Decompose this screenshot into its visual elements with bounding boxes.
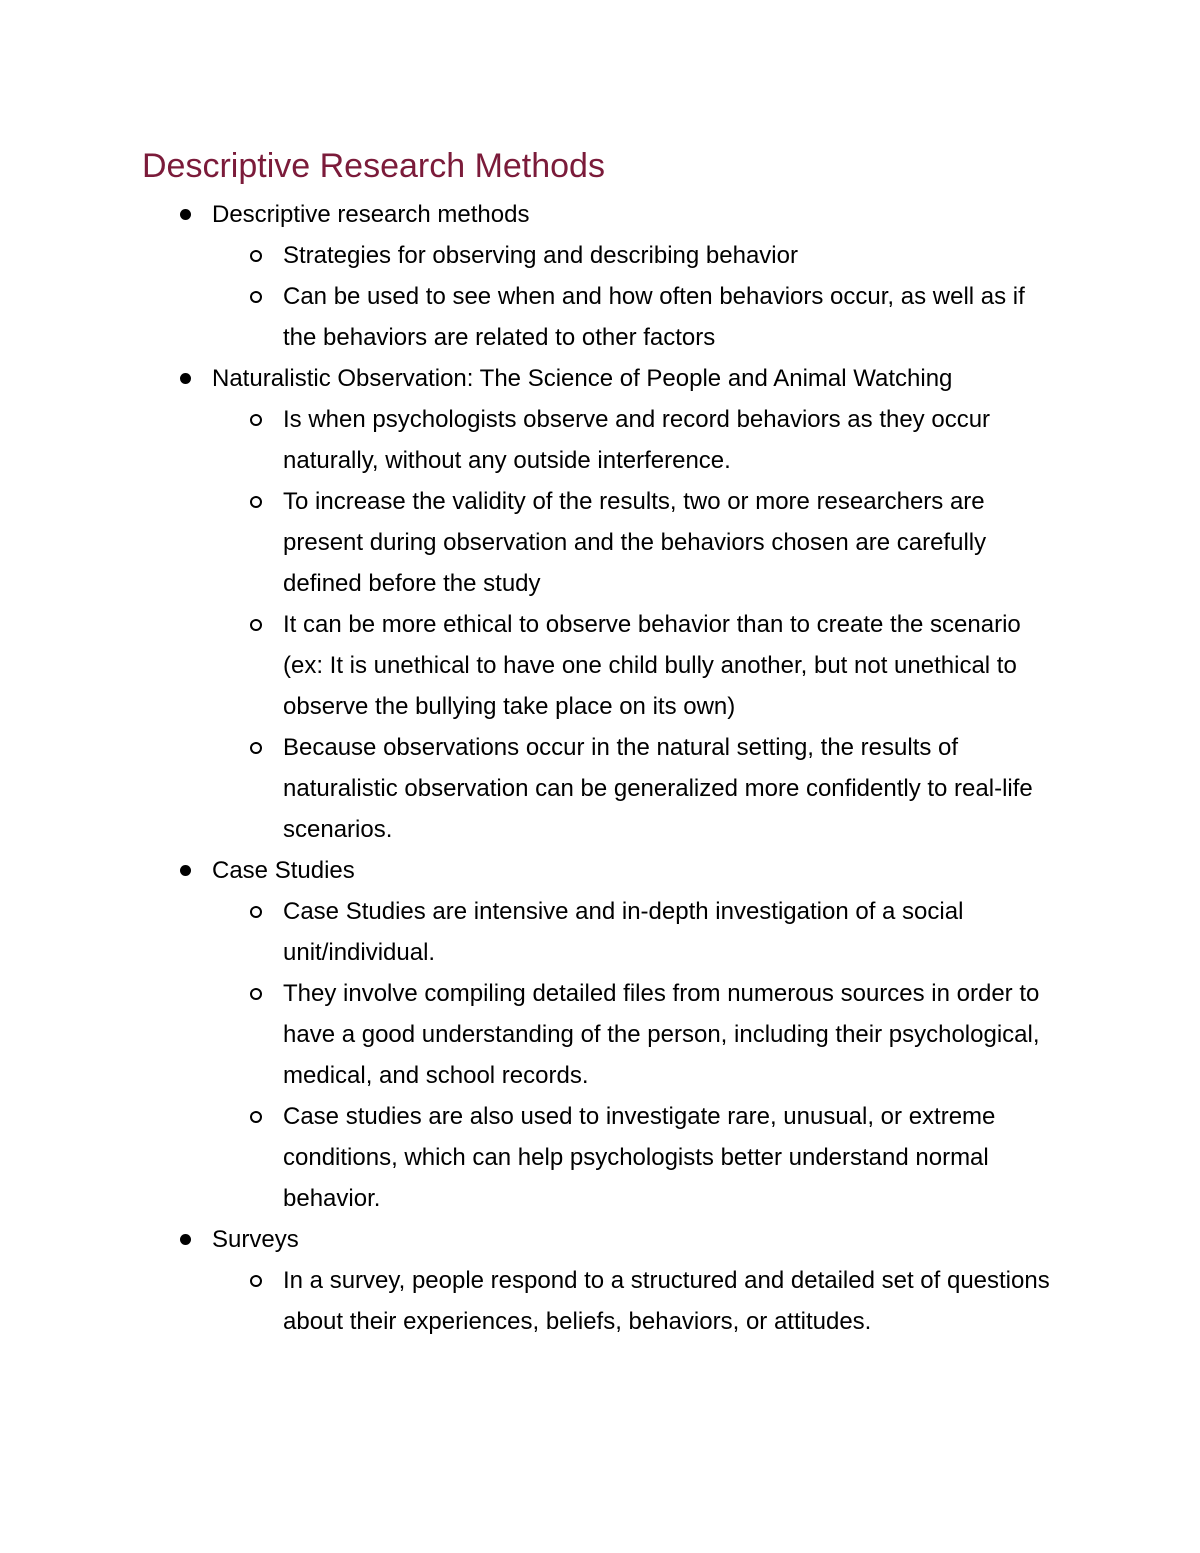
point-item <box>0 276 1053 358</box>
hollow-bullet-icon <box>250 414 262 426</box>
point-text: Strategies for observing and describing behavior <box>283 242 798 269</box>
point-item <box>0 973 1053 1096</box>
point-item <box>0 604 1053 727</box>
document-title: Descriptive Research Methods <box>142 147 605 185</box>
section-item <box>0 850 1200 1219</box>
hollow-bullet-icon <box>250 988 262 1000</box>
section-heading: Descriptive research methods <box>212 201 530 228</box>
hollow-bullet-icon <box>250 291 262 303</box>
section-heading: Case Studies <box>212 857 355 884</box>
section-item <box>0 358 1200 850</box>
point-text: To increase the validity of the results, two or more researchers are present during observation and the behaviors chosen are carefully defined before the study <box>283 488 987 597</box>
point-item <box>0 481 1053 604</box>
point-text: In a survey, people respond to a structured and detailed set of questions about their experiences, beliefs, behaviors, or attitudes. <box>283 1267 1050 1335</box>
point-text: Case Studies are intensive and in-depth investigation of a social unit/individual. <box>283 898 964 966</box>
point-item <box>0 727 1053 850</box>
point-item <box>0 1260 1053 1342</box>
section-heading: Surveys <box>212 1226 299 1253</box>
filled-bullet-icon <box>180 209 191 220</box>
filled-bullet-icon <box>180 865 191 876</box>
section-item <box>0 1219 1200 1342</box>
hollow-bullet-icon <box>250 1111 262 1123</box>
point-text: It can be more ethical to observe behavior than to create the scenario (ex: It is unethical to have one child bully another, but not unethical to observe the bullying take place on its own) <box>283 611 1021 720</box>
hollow-bullet-icon <box>250 496 262 508</box>
hollow-bullet-icon <box>250 1275 262 1287</box>
section-heading: Naturalistic Observation: The Science of People and Animal Watching <box>212 365 953 392</box>
outline-list <box>0 194 1200 1342</box>
point-text: They involve compiling detailed files from numerous sources in order to have a good understanding of the person, including their psychological, medical, and school records. <box>283 980 1040 1089</box>
section-points <box>212 399 1200 850</box>
filled-bullet-icon <box>180 373 191 384</box>
section-points <box>212 235 1200 358</box>
hollow-bullet-icon <box>250 619 262 631</box>
section-points <box>212 891 1200 1219</box>
hollow-bullet-icon <box>250 250 262 262</box>
point-item <box>0 1096 1053 1219</box>
point-item <box>0 399 1053 481</box>
point-text: Is when psychologists observe and record behaviors as they occur naturally, without any outside interference. <box>283 406 991 474</box>
filled-bullet-icon <box>180 1234 191 1245</box>
hollow-bullet-icon <box>250 742 262 754</box>
hollow-bullet-icon <box>250 906 262 918</box>
point-text: Can be used to see when and how often behaviors occur, as well as if the behaviors are related to other factors <box>283 283 1025 351</box>
point-item <box>0 891 1053 973</box>
point-text: Case studies are also used to investigate rare, unusual, or extreme conditions, which can help psychologists better understand normal behavior. <box>283 1103 996 1212</box>
point-text: Because observations occur in the natural setting, the results of naturalistic observation can be generalized more confidently to real-life scenarios. <box>283 734 1033 843</box>
section-points <box>212 1260 1200 1342</box>
section-item <box>0 194 1200 358</box>
point-item <box>0 235 1053 276</box>
